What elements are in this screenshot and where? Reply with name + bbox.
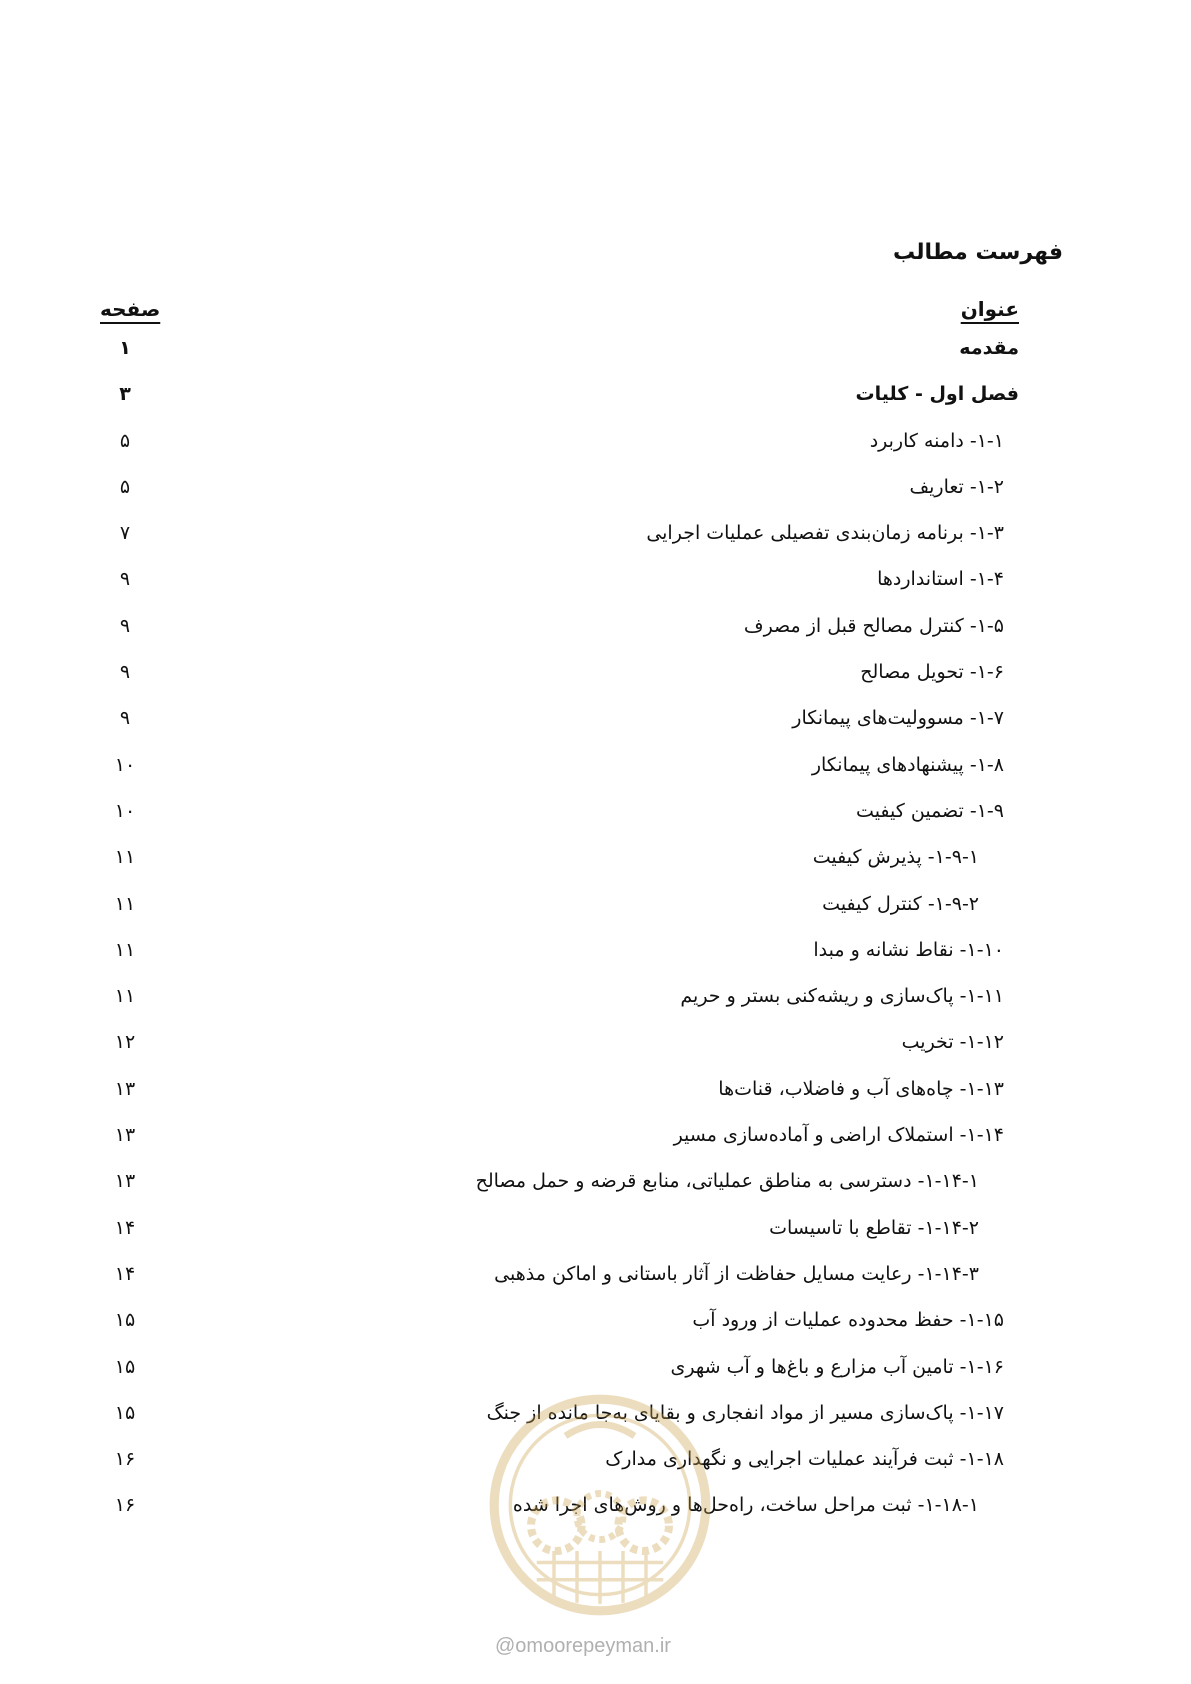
toc-entry-title: ۱-۵- کنترل مصالح قبل از مصرف	[743, 614, 1004, 637]
toc-entry	[0, 800, 1191, 846]
toc-entry	[0, 1078, 1191, 1124]
toc-entry	[0, 383, 1191, 429]
toc-entry-page: ۱۱	[114, 938, 136, 961]
toc-entry-title: فصل اول - کلیات	[855, 383, 1019, 406]
toc-entry	[0, 893, 1191, 939]
toc-entry	[0, 337, 1191, 383]
toc-entry-title: ۱-۷- مسوولیت‌های پیمانکار	[792, 707, 1004, 730]
toc-entry-title: ۱-۹- تضمین کیفیت	[856, 799, 1004, 822]
toc-entry-title: ۱-۱۴-۳- رعایت مسایل حفاظت از آثار باستانی و اماکن مذهبی	[494, 1262, 979, 1285]
page-column-header: صفحه	[100, 297, 161, 321]
toc-entry-page: ۱۳	[114, 1170, 136, 1193]
title-column-header: عنوان	[960, 297, 1019, 321]
toc-entry-title: ۱-۱۷- پاک‌سازی مسیر از مواد انفجاری و بقایای به‌جا مانده از جنگ	[486, 1401, 1004, 1424]
watermark-site: @omoorepeyman.ir	[495, 1635, 671, 1657]
toc-entry	[0, 846, 1191, 892]
toc-entry-page: ۱۱	[114, 846, 136, 869]
toc-entry-page: ۱۶	[114, 1448, 136, 1471]
toc-entry-title: ۱-۱۴- استملاک اراضی و آماده‌سازی مسیر	[673, 1124, 1004, 1147]
toc-entry-title: ۱-۹-۱- پذیرش کیفیت	[812, 846, 979, 869]
toc-entry-title: ۱-۸- پیشنهادهای پیمانکار	[811, 753, 1004, 776]
toc-entry	[0, 522, 1191, 568]
toc-entry-title: ۱-۱۴-۱- دسترسی به مناطق عملیاتی، منابع قرضه و حمل مصالح	[475, 1170, 979, 1193]
toc-entry-title: ۱-۱- دامنه کاربرد	[869, 429, 1004, 452]
toc-entry-page: ۱۰	[114, 753, 136, 776]
toc-entry	[0, 661, 1191, 707]
toc-entry-page: ۱۴	[114, 1262, 136, 1285]
toc-entry-page: ۵	[119, 475, 131, 498]
toc-entry-title: ۱-۱۳- چاه‌های آب و فاضلاب، قنات‌ها	[718, 1077, 1004, 1100]
toc-title: فهرست مطالب	[892, 240, 1063, 265]
toc-entry-page: ۱۰	[114, 799, 136, 822]
toc-entry-title: ۱-۳- برنامه زمان‌بندی تفصیلی عملیات اجرایی	[646, 522, 1004, 545]
toc-entry-page: ۷	[119, 522, 131, 545]
toc-entry	[0, 985, 1191, 1031]
toc-entry	[0, 476, 1191, 522]
toc-entry-title: ۱-۱۶- تامین آب مزارع و باغ‌ها و آب شهری	[670, 1355, 1004, 1378]
toc-entry-title: ۱-۹-۲- کنترل کیفیت	[822, 892, 979, 915]
toc-entry-page: ۱۱	[114, 892, 136, 915]
toc-entry	[0, 1031, 1191, 1077]
toc-entry-title: ۱-۱۴-۲- تقاطع با تاسیسات	[769, 1216, 979, 1239]
toc-list	[0, 337, 1191, 1541]
toc-entry-page: ۱	[119, 337, 131, 359]
toc-entry-title: ۱-۲- تعاریف	[909, 475, 1004, 498]
toc-entry-page: ۱۳	[114, 1124, 136, 1147]
toc-entry-title: ۱-۱۰- نقاط نشانه و مبدا	[813, 938, 1004, 961]
toc-entry-page: ۹	[119, 707, 131, 730]
toc-entry-page: ۱۵	[114, 1401, 136, 1424]
toc-entry-page: ۱۱	[114, 985, 136, 1008]
toc-entry-page: ۹	[119, 661, 131, 684]
toc-entry-title: ۱-۱۸- ثبت فرآیند عملیات اجرایی و نگهداری مدارک	[605, 1448, 1004, 1471]
toc-entry-title: ۱-۱۲- تخریب	[901, 1031, 1004, 1054]
toc-entry-page: ۵	[119, 429, 131, 452]
toc-entry	[0, 1263, 1191, 1309]
toc-entry-title: مقدمه	[959, 337, 1019, 359]
toc-entry	[0, 1402, 1191, 1448]
toc-entry-page: ۱۵	[114, 1309, 136, 1332]
toc-entry-page: ۱۳	[114, 1077, 136, 1100]
toc-entry	[0, 430, 1191, 476]
toc-entry-page: ۱۵	[114, 1355, 136, 1378]
toc-entry-page: ۱۲	[114, 1031, 136, 1054]
toc-entry	[0, 1217, 1191, 1263]
toc-entry	[0, 615, 1191, 661]
toc-entry	[0, 939, 1191, 985]
toc-entry	[0, 1170, 1191, 1216]
toc-entry-page: ۱۴	[114, 1216, 136, 1239]
toc-entry-page: ۳	[119, 383, 131, 406]
toc-entry-title: ۱-۴- استانداردها	[877, 568, 1004, 591]
toc-entry-title: ۱-۱۱- پاک‌سازی و ریشه‌کنی بستر و حریم	[680, 985, 1004, 1008]
toc-entry	[0, 1494, 1191, 1540]
toc-entry-page: ۱۶	[114, 1494, 136, 1517]
toc-entry	[0, 754, 1191, 800]
toc-entry-page: ۹	[119, 614, 131, 637]
toc-entry	[0, 707, 1191, 753]
toc-entry	[0, 568, 1191, 614]
toc-entry-title: ۱-۱۵- حفظ محدوده عملیات از ورود آب	[692, 1309, 1004, 1332]
toc-entry	[0, 1124, 1191, 1170]
toc-entry-title: ۱-۶- تحویل مصالح	[860, 661, 1004, 684]
toc-entry-page: ۹	[119, 568, 131, 591]
toc-entry	[0, 1309, 1191, 1355]
toc-entry	[0, 1356, 1191, 1402]
toc-entry-title: ۱-۱۸-۱- ثبت مراحل ساخت، راه‌حل‌ها و روش‌های اجرا شده	[512, 1494, 979, 1517]
toc-entry	[0, 1448, 1191, 1494]
